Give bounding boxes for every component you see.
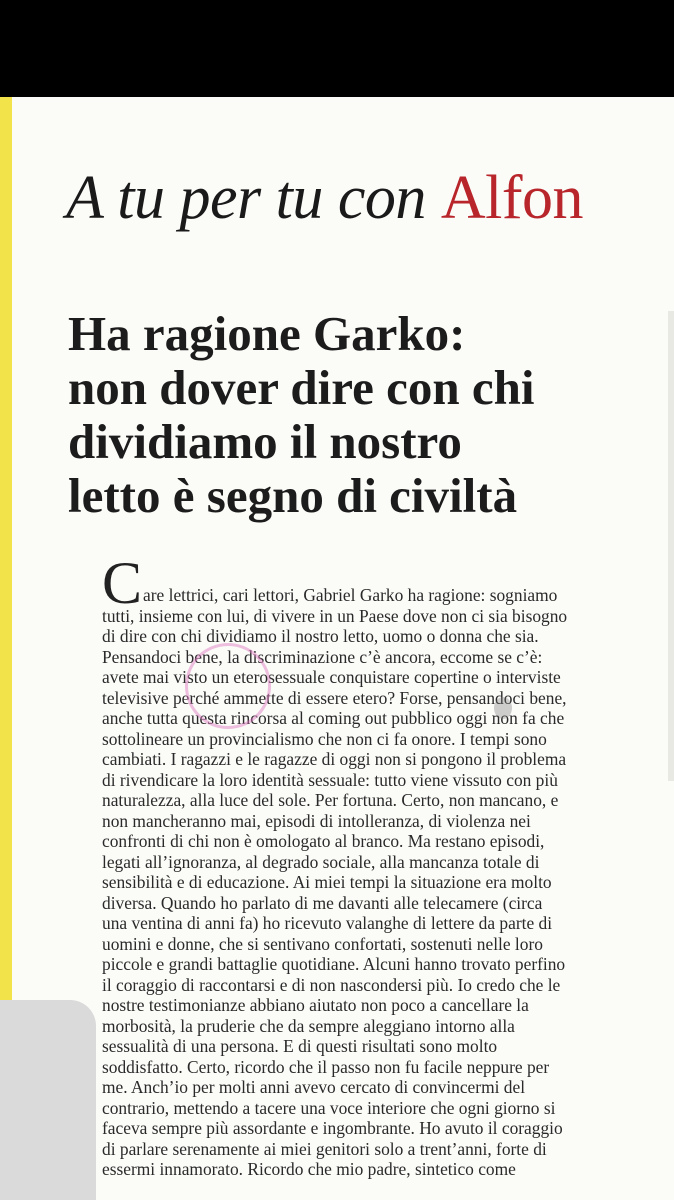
- watermark-avatar: [494, 697, 512, 719]
- kicker-prefix: A tu per tu con: [66, 164, 441, 232]
- article-line: anche tutta questa rincorsa al coming out pubblico oggi non fa che: [102, 708, 565, 728]
- first-line-text: are lettrici, cari lettori, Gabriel Garko ha ragione: sogniamo: [143, 585, 558, 605]
- kicker-name: Alfon: [440, 164, 584, 232]
- article-body: [102, 550, 658, 1180]
- article-line: di parlare serenamente ai miei genitori solo a trent’anni, forte di: [102, 1138, 547, 1159]
- headline-line: non dover dire con chi: [68, 360, 535, 415]
- article-line: nostre testimonianze abbiano aiutato non poco a cancellare la: [102, 995, 529, 1015]
- article-line: confronti di chi non è omologato al branco. Ma restano episodi,: [102, 831, 545, 851]
- article-line: sensibilità e di educazione. Ai miei tempi la situazione era molto: [102, 872, 552, 892]
- yellow-margin-stripe: [0, 97, 12, 1002]
- article-line: sottolineare un provincialismo che non ci fa onore. I tempi sono: [102, 728, 547, 749]
- gray-corner-panel: [0, 1000, 96, 1200]
- article-line: tutti, insieme con lui, di vivere in un Paese dove non ci sia bisogno: [102, 605, 568, 626]
- top-black-bar: [0, 0, 674, 97]
- article-line: essermi innamorato. Ricordo che mio padre, sintetico come: [102, 1159, 516, 1179]
- article-line: una ventina di anni fa) ho ricevuto valanghe di lettere da parte di: [102, 913, 553, 933]
- article-line: il coraggio di raccontarsi e di non nascondersi più. Io credo che le: [102, 974, 561, 995]
- article-line: di dire con chi dividiamo il nostro letto, uomo o donna che sia.: [102, 626, 539, 646]
- headline-line: dividiamo il nostro: [68, 414, 462, 469]
- article-line: Pensandoci bene, la discriminazione c’è ancora, eccome se c’è:: [102, 646, 543, 667]
- article-line: soddisfatto. Certo, ricordo che il passo non fu facile neppure per: [102, 1056, 550, 1077]
- page-edge: [668, 311, 674, 781]
- article-line: faceva sempre più assordante e ingombrante. Ho avuto il coraggio: [102, 1118, 563, 1138]
- article-line: contrario, mettendo a tacere una voce interiore che ogni giorno si: [102, 1097, 556, 1118]
- article-line: avete mai visto un eterosessuale conquistare copertine o interviste: [102, 667, 561, 687]
- article-line: non mancheranno mai, episodi di intolleranza, di violenza nei: [102, 810, 531, 831]
- article-line: legati all’ignoranza, al degrado sociale, alla mancanza totale di: [102, 851, 540, 872]
- article-line: televisive perché ammette di essere etero? Forse, pensandoci bene,: [102, 687, 567, 708]
- article-line: cambiati. I ragazzi e le ragazze di oggi non si pongono il problema: [102, 749, 567, 769]
- drop-cap: C: [102, 550, 143, 616]
- column-kicker: [66, 163, 583, 234]
- headline-line: Ha ragione Garko:: [68, 306, 466, 361]
- article-line: di rivendicare la loro identità sessuale: tutto viene vissuto con più: [102, 769, 558, 790]
- article-line: piccole e grandi battaglie quotidiane. Alcuni hanno trovato perfino: [102, 954, 566, 974]
- article-line: sessualità di una persona. E di questi risultati sono molto: [102, 1036, 498, 1056]
- article-line: morbosità, la pruderie che da sempre aleggiano intorno alla: [102, 1015, 515, 1036]
- article-line: me. Anch’io per molti anni avevo cercato di convincermi del: [102, 1077, 526, 1097]
- article-headline: [68, 307, 668, 523]
- headline-line: letto è segno di civiltà: [68, 468, 518, 523]
- article-line: diversa. Quando ho parlato di me davanti alle telecamere (circa: [102, 892, 543, 913]
- article-line: naturalezza, alla luce del sole. Per fortuna. Certo, non mancano, e: [102, 790, 559, 810]
- magazine-page: [0, 97, 674, 1200]
- article-line: uomini e donne, che si sentivano confortati, sostenuti nelle loro: [102, 933, 543, 954]
